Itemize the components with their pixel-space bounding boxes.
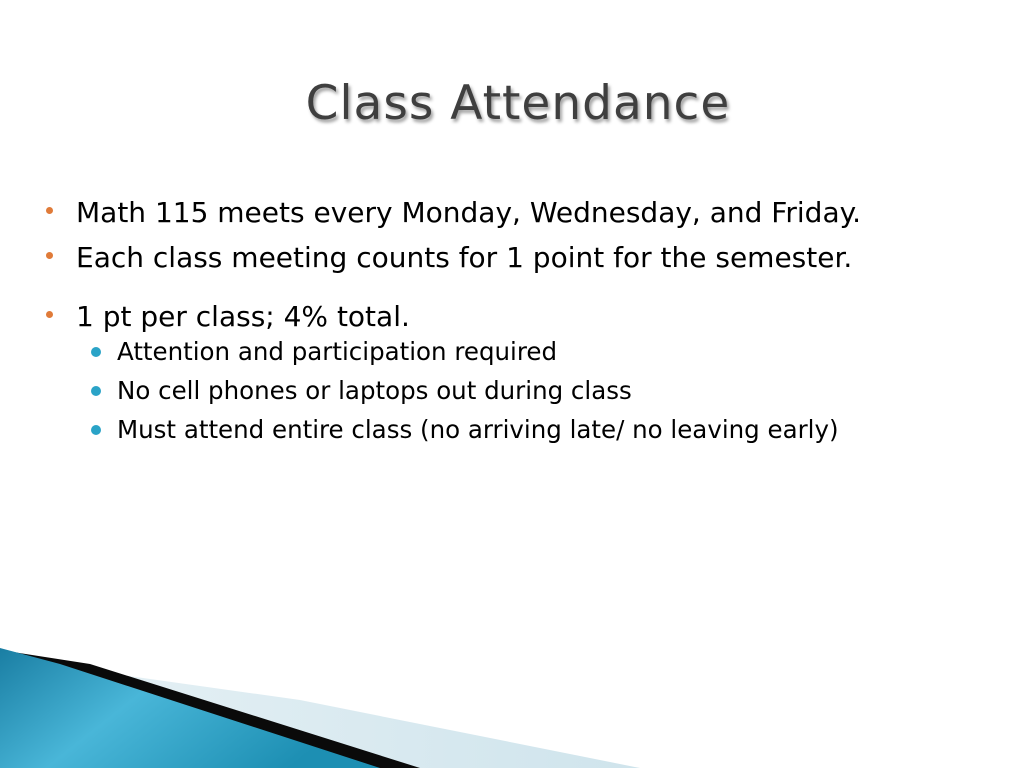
slide-title: Class Attendance [305, 76, 731, 131]
bullet-dot-icon [46, 311, 53, 318]
list-item [46, 192, 946, 233]
sub-bullet-text: No cell phones or laptops out during class [117, 376, 632, 405]
bullet-list [46, 192, 946, 446]
decorative-wave-graphic [0, 640, 1024, 768]
list-item [46, 296, 946, 337]
sub-bullet-dot-icon [91, 347, 101, 357]
bullet-dot-icon [46, 252, 53, 259]
sub-bullet-text: Attention and participation required [117, 337, 558, 366]
bullet-text: Each class meeting counts for 1 point for the semester. [76, 241, 853, 274]
sub-bullet-dot-icon [91, 425, 101, 435]
list-item [46, 237, 946, 278]
sub-list-item [88, 374, 946, 407]
sub-bullet-list [46, 335, 946, 446]
sub-bullet-text: Must attend entire class (no arriving late/ no leaving early) [117, 415, 839, 444]
sub-list-item [88, 335, 946, 368]
sub-bullet-dot-icon [91, 386, 101, 396]
bullet-text: 1 pt per class; 4% total. [76, 300, 410, 333]
sub-list-item [88, 413, 946, 446]
bullet-dot-icon [46, 207, 53, 214]
bullet-text: Math 115 meets every Monday, Wednesday, and Friday. [76, 196, 862, 229]
